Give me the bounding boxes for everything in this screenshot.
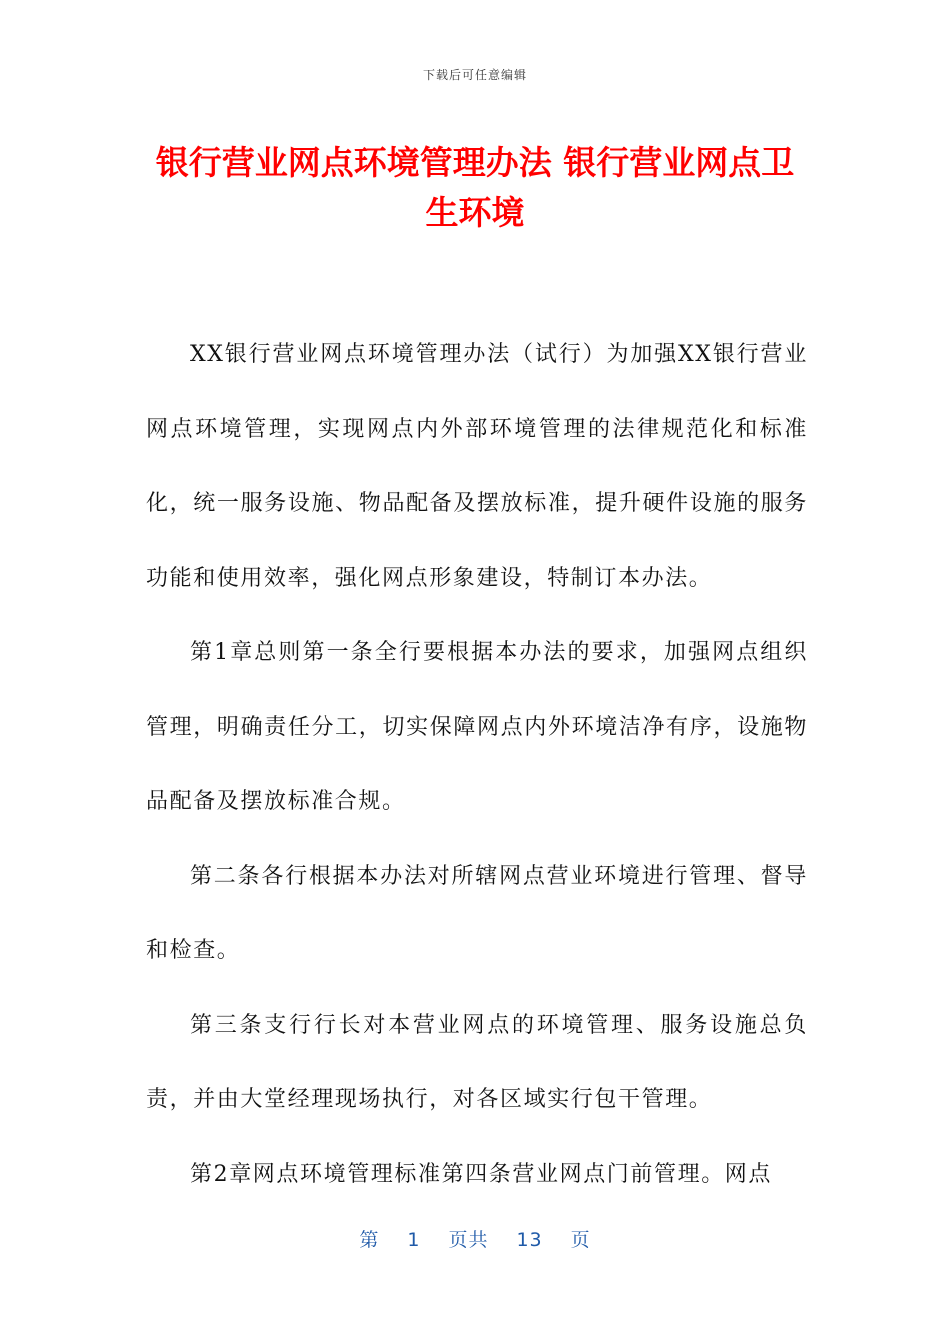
total-pages-number: 13 xyxy=(516,1229,543,1251)
paragraph-intro: XX银行营业网点环境管理办法（试行）为加强XX银行营业网点环境管理，实现网点内外部环境管理的法律规范化和标准化，统一服务设施、物品配备及摆放标准，提升硬件设施的服务功能和使用效率，强化网点形象建设，特制订本办法。 xyxy=(146,342,808,591)
current-page-number: 1 xyxy=(407,1229,421,1251)
page-suffix: 页 xyxy=(570,1229,591,1251)
page-mid-label: 页共 xyxy=(448,1229,489,1251)
paragraph-chapter-2-article-4: 第2章网点环境管理标准第四条营业网点门前管理。网点 xyxy=(190,1161,772,1187)
page-prefix: 第 xyxy=(359,1229,380,1251)
paragraph-article-2: 第二条各行根据本办法对所辖网点营业环境进行管理、督导和检查。 xyxy=(146,863,808,963)
paragraph-chapter-1-article-1: 第1章总则第一条全行要根据本办法的要求，加强网点组织管理，明确责任分工，切实保障网点内外环境洁净有序，设施物品配备及摆放标准合规。 xyxy=(146,640,808,814)
header-note: 下载后可任意编辑 xyxy=(422,68,527,82)
document-body xyxy=(146,318,808,1212)
page-footer xyxy=(0,1225,950,1252)
document-title: 银行营业网点环境管理办法 银行营业网点卫生环境 xyxy=(155,143,795,232)
paragraph-article-3: 第三条支行行长对本营业网点的环境管理、服务设施总负责，并由大堂经理现场执行，对各区域实行包干管理。 xyxy=(146,1012,808,1112)
